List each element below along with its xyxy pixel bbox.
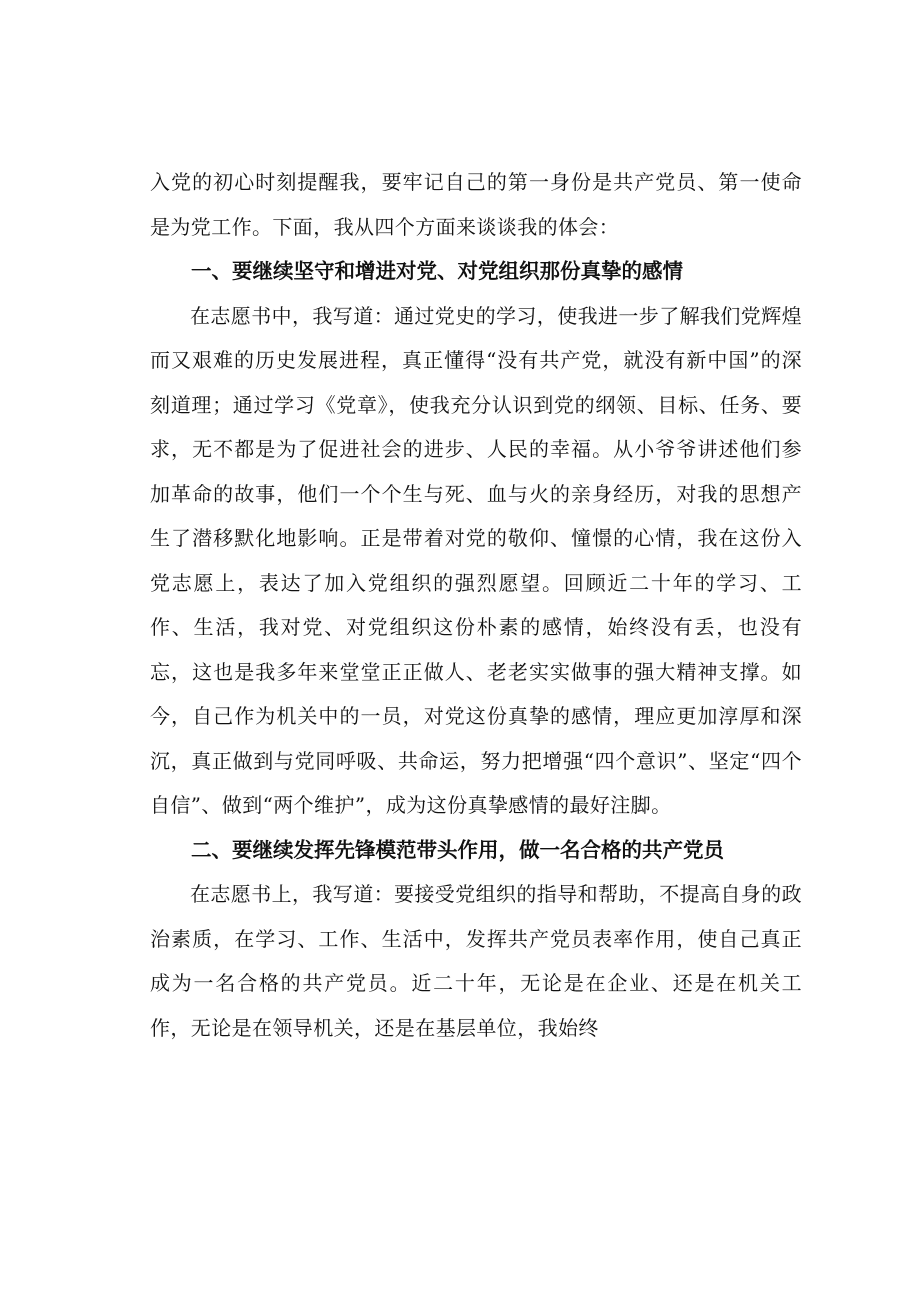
section-heading-two: 二、要继续发挥先锋模范带头作用，做一名合格的共产党员 xyxy=(191,837,724,862)
section-heading-one: 一、要继续坚守和增进对党、对党组织那份真挚的感情 xyxy=(191,259,683,283)
body-paragraph-two: 在志愿书上，我写道：要接受党组织的指导和帮助，不提高自身的政治素质，在学习、工作、生活中，发挥共产党员表率作用，使自己真正成为一名合格的共产党员。近二十年，无论是在企业、还是在机关工作，无论是在领导机关，还是在基层单位，我始终 xyxy=(150,882,802,1040)
document-body xyxy=(150,160,802,1050)
intro-paragraph: 入党的初心时刻提醒我，要牢记自己的第一身份是共产党员、第一使命是为党工作。下面，我从四个方面来谈谈我的体会： xyxy=(150,170,802,239)
body-paragraph-one: 在志愿书中，我写道：通过党史的学习，使我进一步了解我们党辉煌而又艰难的历史发展进程，真正懂得“没有共产党，就没有新中国”的深刻道理；通过学习《党章》，使我充分认识到党的纲领、目标、任务、要求，无不都是为了促进社会的进步、人民的幸福。从小爷爷讲述他们参加革命的故事，他们一个个生与死、血与火的亲身经历，对我的思想产生了潜移默化地影响。正是带着对党的敬仰、憧憬的心情，我在这份入党志愿上，表达了加入党组织的强烈愿望。回顾近二十年的学习、工作、生活，我对党、对党组织这份朴素的感情，始终没有丢，也没有忘，这也是我多年来堂堂正正做人、老老实实做事的强大精神支撑。如今，自己作为机关中的一员，对党这份真挚的感情，理应更加淳厚和深沉，真正做到与党同呼吸、共命运，努力把增强“四个意识”、坚定“四个自信”、做到“两个维护”，成为这份真挚感情的最好注脚。 xyxy=(150,303,802,817)
